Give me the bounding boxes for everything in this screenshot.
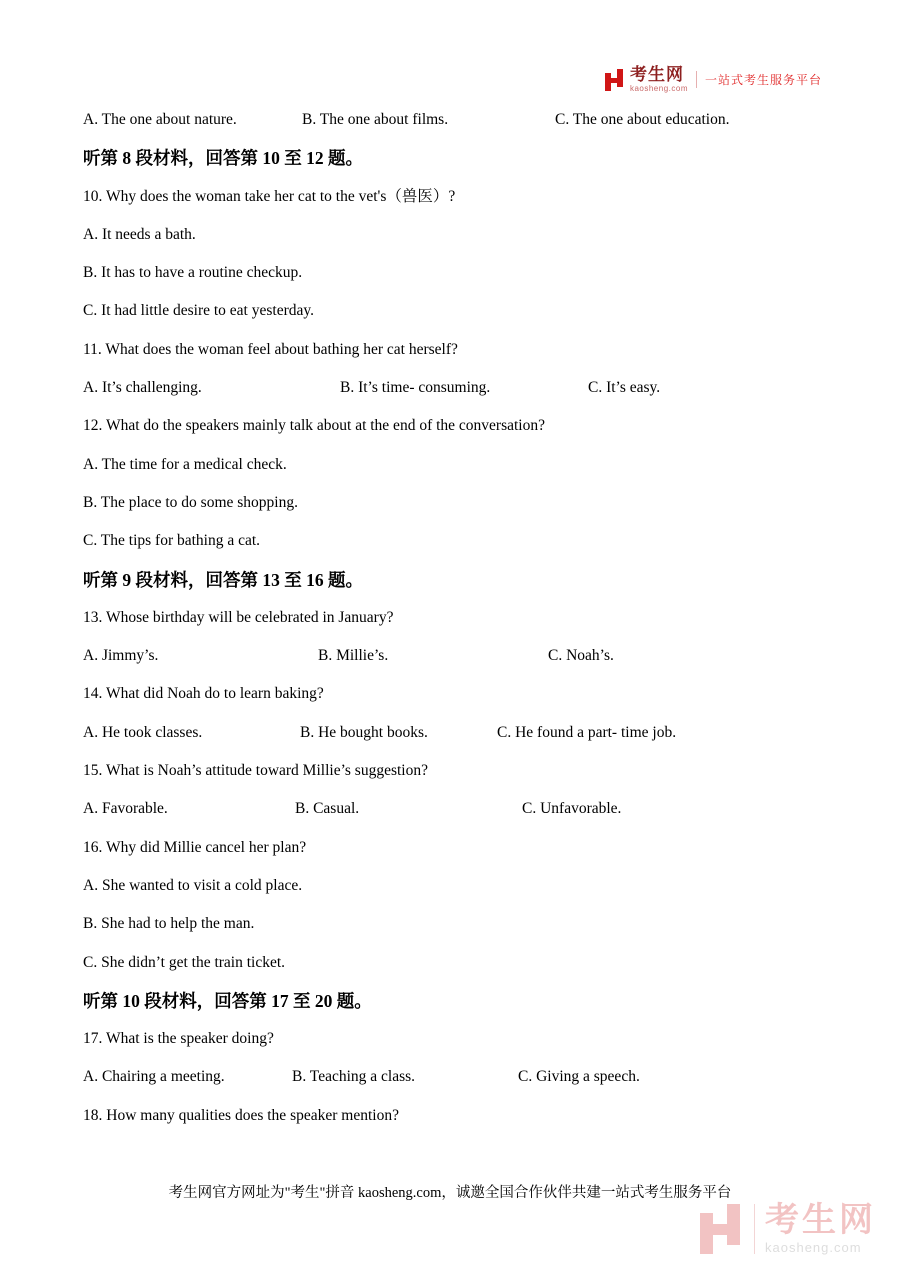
watermark-domain-text: kaosheng.com: [765, 1240, 862, 1255]
section-heading-10: 听第 10 段材料，回答第 17 至 20 题。: [83, 990, 372, 1011]
question-15: 15. What is Noah’s attitude toward Millie’s suggestion?: [83, 762, 428, 780]
option-b: B. He bought books.: [300, 723, 428, 741]
option-a: A. It’s challenging.: [83, 379, 202, 397]
question-10-b: B. It has to have a routine checkup.: [83, 264, 303, 282]
question-16-c: C. She didn’t get the train ticket.: [83, 953, 286, 971]
option-b: B. Teaching a class.: [292, 1068, 416, 1086]
question-12-a: A. The time for a medical check.: [83, 455, 287, 473]
options-row-q17: [83, 1058, 823, 1096]
option-c: C. Giving a speech.: [518, 1068, 640, 1086]
question-16-b: B. She had to help the man.: [83, 915, 255, 933]
section-heading-9: 听第 9 段材料，回答第 13 至 16 题。: [83, 569, 363, 590]
watermark-text-block: [765, 1203, 876, 1254]
question-17: 17. What is the speaker doing?: [83, 1030, 274, 1048]
page-footer: 考生网官方网址为"考生"拼音 kaosheng.com，诚邀全国合作伙伴共建一站式考生服务平台: [168, 1185, 732, 1201]
kaosheng-watermark-icon: [700, 1204, 755, 1254]
question-14: 14. What did Noah do to learn baking?: [83, 685, 324, 703]
watermark-brand-text: 考生网: [765, 1201, 876, 1239]
logo-tagline: 一站式考生服务平台: [696, 71, 822, 88]
option-a: A. Jimmy’s.: [83, 647, 159, 665]
question-11: 11. What does the woman feel about bathing her cat herself?: [83, 340, 458, 358]
option-a: A. He took classes.: [83, 723, 203, 741]
logo-domain-text: kaosheng.com: [629, 84, 688, 93]
options-row-q11: [83, 369, 823, 407]
option-b: B. It’s time- consuming.: [340, 379, 491, 397]
question-16: 16. Why did Millie cancel her plan?: [83, 838, 307, 856]
option-c: C. Noah’s.: [548, 647, 614, 665]
option-a: A. Chairing a meeting.: [83, 1068, 225, 1086]
option-b: B. Millie’s.: [318, 647, 389, 665]
option-c: C. Unfavorable.: [522, 800, 622, 818]
option-c: C. It’s easy.: [588, 379, 661, 397]
section-heading-8: 听第 8 段材料，回答第 10 至 12 题。: [83, 148, 363, 169]
option-c: C. He found a part- time job.: [497, 723, 677, 741]
kaosheng-watermark: [700, 1203, 876, 1254]
question-16-a: A. She wanted to visit a cold place.: [83, 876, 303, 894]
option-c: C. The one about education.: [555, 111, 730, 128]
question-12-c: C. The tips for bathing a cat.: [83, 532, 261, 550]
question-12-b: B. The place to do some shopping.: [83, 493, 298, 511]
question-list: [83, 101, 823, 1135]
options-row-q15: [83, 790, 823, 828]
site-logo: [605, 66, 822, 93]
option-b: B. Casual.: [295, 800, 360, 818]
question-10-a: A. It needs a bath.: [83, 225, 196, 243]
question-10: 10. Why does the woman take her cat to the vet's（兽医）?: [83, 187, 456, 205]
options-row-q13: [83, 637, 823, 675]
kaosheng-logo-icon: [605, 69, 625, 91]
question-13: 13. Whose birthday will be celebrated in January?: [83, 608, 394, 626]
logo-brand-text: 考生网: [629, 65, 684, 84]
question-18: 18. How many qualities does the speaker mention?: [83, 1106, 399, 1124]
question-10-c: C. It had little desire to eat yesterday.: [83, 302, 314, 320]
options-row-q14: [83, 714, 823, 752]
question-12: 12. What do the speakers mainly talk about at the end of the conversation?: [83, 417, 545, 435]
options-row-q9: [83, 101, 823, 139]
option-a: A. The one about nature.: [83, 111, 237, 128]
option-a: A. Favorable.: [83, 800, 168, 818]
logo-text-block: [630, 66, 688, 93]
option-b: B. The one about films.: [302, 111, 449, 128]
